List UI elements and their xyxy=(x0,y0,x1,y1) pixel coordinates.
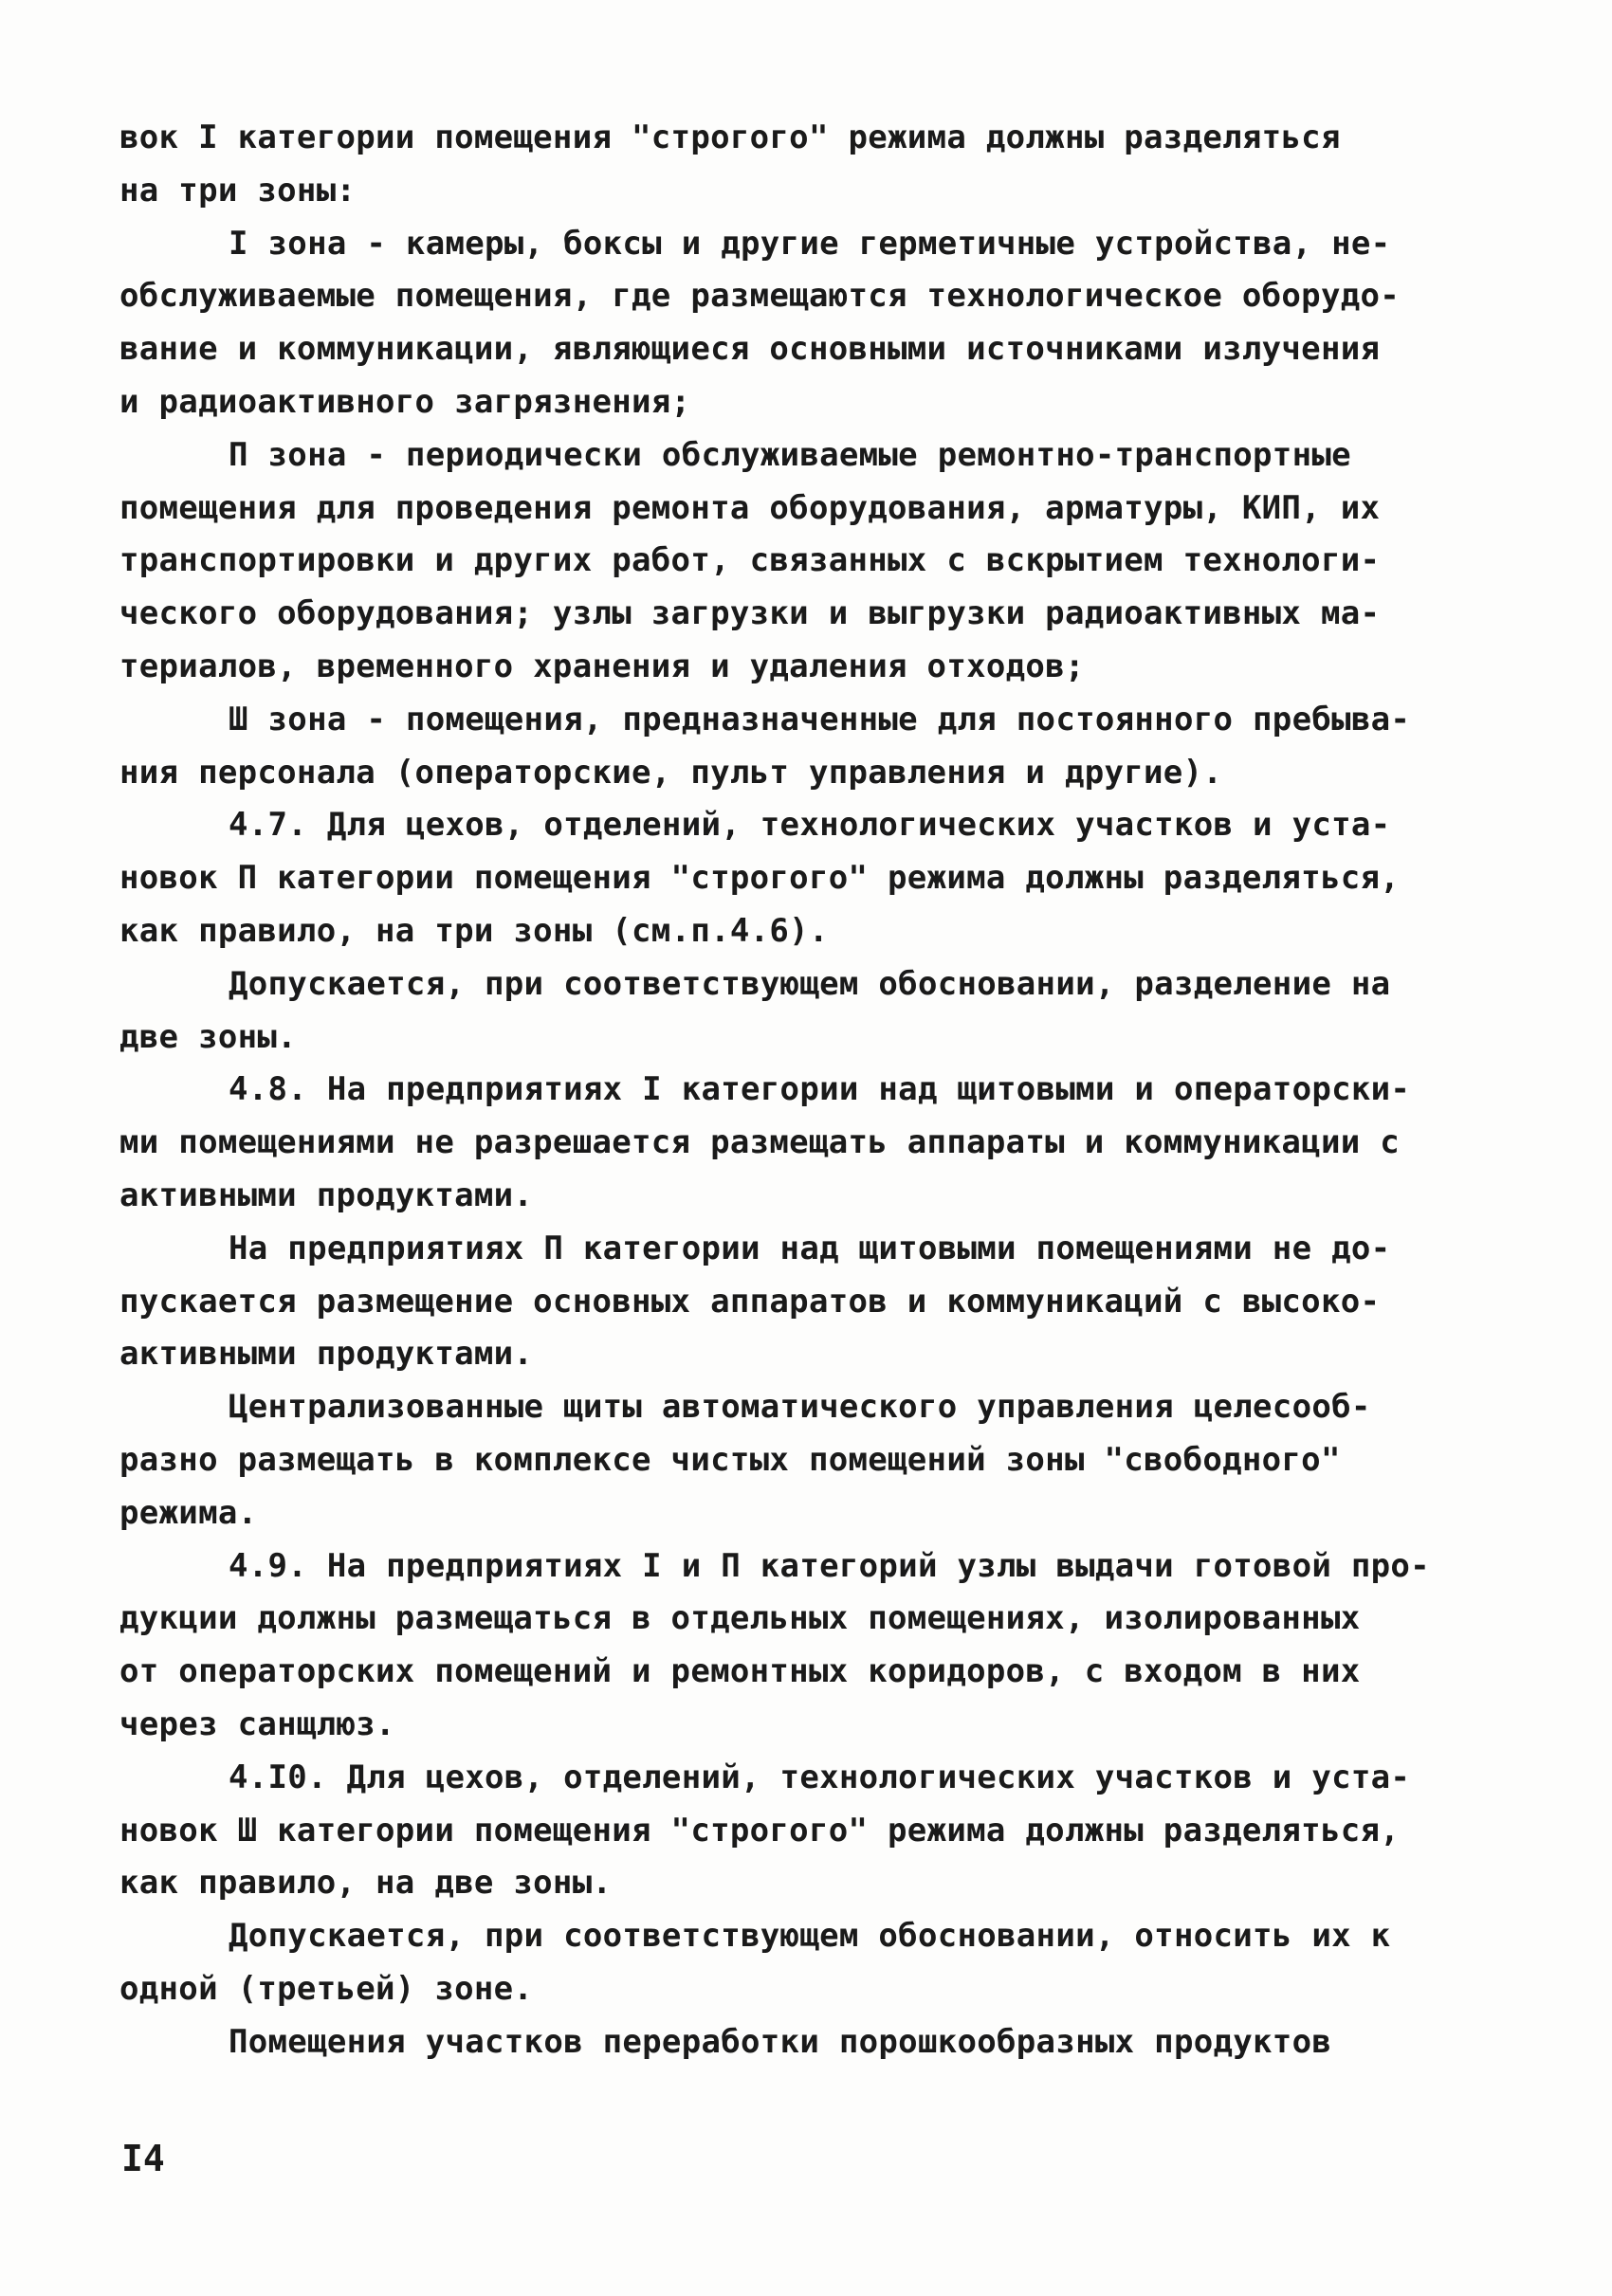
text-line: от операторских помещений и ремонтных коридоров, с входом в них xyxy=(119,1652,1361,1691)
page-number: I4 xyxy=(121,2138,165,2179)
text-line: Централизованные щиты автоматического управления целесооб- xyxy=(229,1388,1371,1427)
text-line: режима. xyxy=(119,1493,258,1532)
text-line: одной (третьей) зоне. xyxy=(119,1969,534,2008)
text-line: 4.I0. Для цехов, отделений, технологических участков и уста- xyxy=(229,1758,1411,1796)
text-line: Допускается, при соответствующем обосновании, разделение на xyxy=(229,964,1391,1003)
text-line: разно размещать в комплексе чистых помещений зоны "свободного" xyxy=(119,1440,1341,1479)
text-line: через санщлюз. xyxy=(119,1704,395,1743)
text-line: новок П категории помещения "строгого" режима должны разделяться, xyxy=(119,859,1401,898)
text-line: ми помещениями не разрешается размещать аппараты и коммуникации с xyxy=(119,1123,1401,1162)
text-line: 4.9. На предприятиях I и П категорий узлы выдачи готовой про- xyxy=(229,1546,1430,1585)
text-line: помещения для проведения ремонта оборудования, арматуры, КИП, их xyxy=(119,488,1381,527)
text-line: на три зоны: xyxy=(119,171,357,210)
text-line: как правило, на две зоны. xyxy=(119,1864,613,1903)
text-line: обслуживаемые помещения, где размещаются технологическое оборудо- xyxy=(119,277,1401,316)
text-line: транспортировки и других работ, связанных с вскрытием технологи- xyxy=(119,541,1381,580)
text-line: и радиоактивного загрязнения; xyxy=(119,382,691,421)
text-line: Допускается, при соответствующем обосновании, относить их к xyxy=(229,1917,1391,1956)
text-line: I зона - камеры, боксы и другие герметичные устройства, не- xyxy=(229,224,1391,263)
text-line: 4.8. На предприятиях I категории над щитовыми и операторски- xyxy=(229,1070,1411,1109)
text-line: На предприятиях П категории над щитовыми помещениями не до- xyxy=(229,1229,1391,1267)
text-line: две зоны. xyxy=(119,1017,297,1056)
text-line: дукции должны размещаться в отдельных помещениях, изолированных xyxy=(119,1599,1361,1638)
text-line: Ш зона - помещения, предназначенные для постоянного пребыва- xyxy=(229,700,1411,738)
text-line: П зона - периодически обслуживаемые ремонтно-транспортные xyxy=(229,435,1351,474)
text-line: териалов, временного хранения и удаления отходов; xyxy=(119,647,1085,685)
text-line: вок I категории помещения "строгого" режима должны разделяться xyxy=(119,118,1341,156)
text-line: активными продуктами. xyxy=(119,1335,534,1374)
body-text xyxy=(119,112,1485,2068)
text-line: ческого оборудования; узлы загрузки и выгрузки радиоактивных ма- xyxy=(119,594,1381,633)
text-line: активными продуктами. xyxy=(119,1175,534,1214)
text-line: как правило, на три зоны (см.п.4.6). xyxy=(119,911,829,950)
text-line: новок Ш категории помещения "строгого" режима должны разделяться, xyxy=(119,1811,1401,1850)
text-line: Помещения участков переработки порошкообразных продуктов xyxy=(229,2022,1332,2061)
text-line: 4.7. Для цехов, отделений, технологических участков и уста- xyxy=(229,806,1391,845)
text-line: ния персонала (операторские, пульт управления и другие). xyxy=(119,753,1223,792)
text-line: пускается размещение основных аппаратов и коммуникаций с высоко- xyxy=(119,1282,1381,1321)
text-line: вание и коммуникации, являющиеся основными источниками излучения xyxy=(119,330,1381,369)
